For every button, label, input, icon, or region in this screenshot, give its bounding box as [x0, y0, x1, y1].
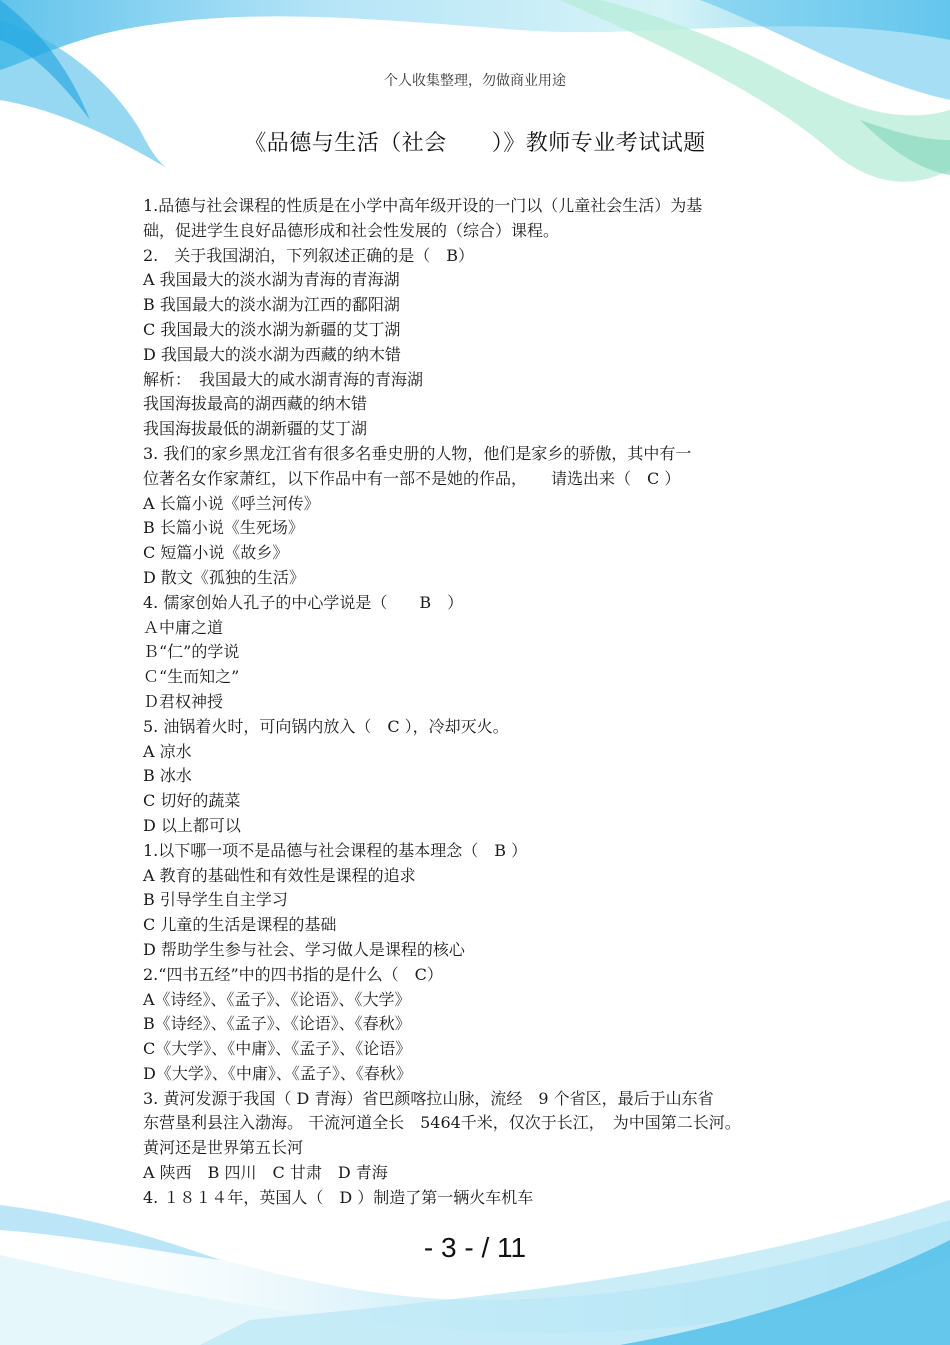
- page-title: 《品德与生活（社会 ）》教师专业考试试题: [244, 131, 706, 156]
- text-line: C 切好的蔬菜: [143, 791, 241, 811]
- text-line: C 儿童的生活是课程的基础: [143, 915, 337, 935]
- text-line: 4. １８１４年，英国人（ D ）制造了第一辆火车机车: [143, 1187, 534, 1207]
- text-line: 1.品德与社会课程的性质是在小学中高年级开设的一门以（儿童社会生活）为基: [143, 196, 703, 215]
- text-line: Ａ中庸之道: [143, 617, 224, 637]
- text-line: D 散文《孤独的生活》: [143, 567, 305, 587]
- text-line: 5. 油锅着火时，可向锅内放入（ C ），冷却灭火。: [143, 716, 509, 736]
- text-line: 我国海拔最高的湖西藏的纳木错: [143, 394, 368, 414]
- text-line: B 引导学生自主学习: [143, 890, 288, 910]
- text-line: D 我国最大的淡水湖为西藏的纳木错: [143, 344, 401, 364]
- text-line: 2. 关于我国湖泊，下列叙述正确的是（ B）: [143, 245, 475, 265]
- page-number: - 3 - / 11: [423, 1232, 527, 1263]
- text-line: D《大学》、《中庸》、《孟子》、《春秋》: [143, 1063, 412, 1083]
- text-line: B 长篇小说《生死场》: [143, 518, 304, 538]
- text-line: C 我国最大的淡水湖为新疆的艾丁湖: [143, 319, 401, 339]
- text-line: 东营垦利县注入渤海。 干流河道全长 5464千米，仅次于长江， 为中国第二长河。: [143, 1113, 741, 1133]
- text-line: A 我国最大的淡水湖为青海的青海湖: [143, 270, 400, 290]
- text-line: A《诗经》、《孟子》、《论语》、《大学》: [143, 989, 411, 1009]
- text-line: A 凉水: [143, 741, 192, 761]
- text-line: 4. 儒家创始人孔子的中心学说是（ B ）: [143, 592, 464, 612]
- text-line: A 陕西 B 四川 C 甘肃 D 青海: [143, 1163, 388, 1183]
- text-line: Ｂ“仁”的学说: [143, 642, 240, 662]
- text-line: B 我国最大的淡水湖为江西的鄱阳湖: [143, 295, 400, 315]
- text-line: 解析： 我国最大的咸水湖青海的青海湖: [143, 369, 424, 389]
- text-line: A 教育的基础性和有效性是课程的追求: [143, 865, 416, 885]
- text-line: 1.以下哪一项不是品德与社会课程的基本理念（ B ）: [143, 840, 528, 860]
- text-line: 3. 黄河发源于我国（ D 青海）省巴颜喀拉山脉，流经 9 个省区，最后于山东省: [143, 1088, 714, 1108]
- text-line: A 长篇小说《呼兰河传》: [143, 493, 320, 513]
- question-body: [143, 194, 808, 1211]
- text-line: B《诗经》、《孟子》、《论语》、《春秋》: [143, 1014, 411, 1034]
- text-line: C 短篇小说《故乡》: [143, 543, 289, 563]
- text-line: 础，促进学生良好品德形成和社会性发展的（综合）课程。: [143, 220, 560, 240]
- text-line: C《大学》、《中庸》、《孟子》、《论语》: [143, 1039, 412, 1059]
- text-line: 黄河还是世界第五长河: [143, 1138, 304, 1158]
- page-header: 个人收集整理，勿做商业用途: [384, 73, 566, 89]
- text-line: Ｃ“生而知之”: [143, 667, 240, 687]
- text-line: 3. 我们的家乡黑龙江省有很多名垂史册的人物，他们是家乡的骄傲，其中有一: [143, 443, 692, 463]
- text-line: 我国海拔最低的湖新疆的艾丁湖: [143, 419, 368, 439]
- text-line: 位著名女作家萧红，以下作品中有一部不是她的作品， 请选出来（ C ）: [143, 468, 681, 488]
- text-line: D 帮助学生参与社会、学习做人是课程的核心: [143, 939, 465, 959]
- text-line: D 以上都可以: [143, 815, 241, 835]
- text-line: 2.“四书五经”中的四书指的是什么（ C）: [143, 964, 443, 984]
- text-line: B 冰水: [143, 766, 192, 786]
- text-line: Ｄ君权神授: [143, 691, 224, 711]
